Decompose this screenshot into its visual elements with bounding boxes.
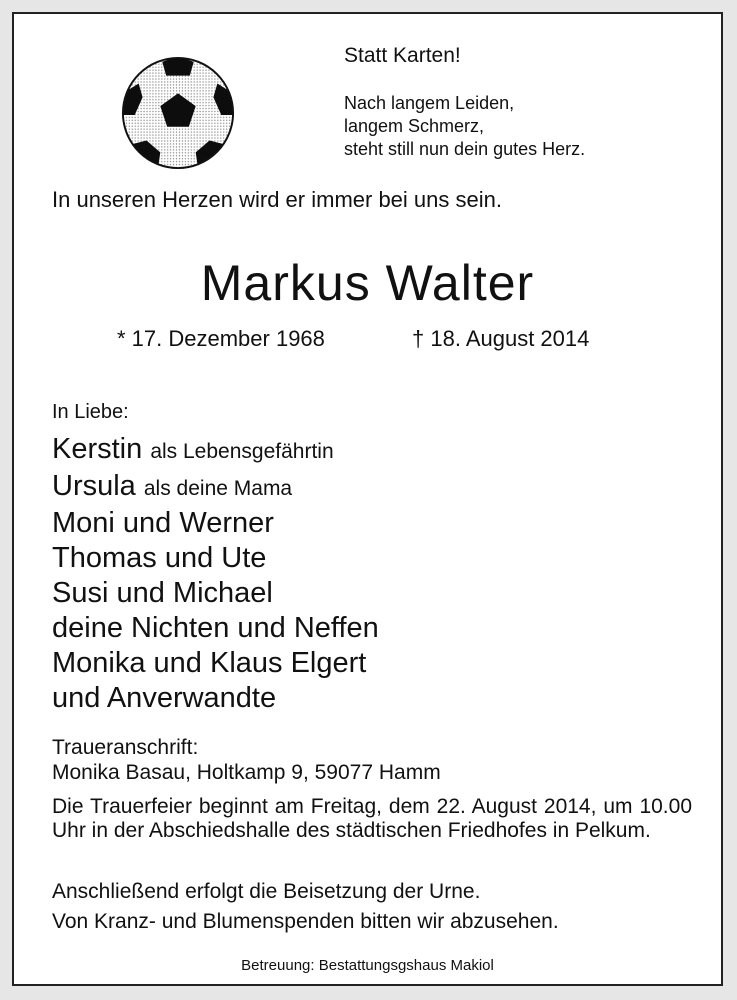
verse-line: langem Schmerz, — [344, 116, 485, 136]
mourner-item — [52, 576, 379, 611]
mourners-intro: In Liebe: — [52, 401, 129, 423]
mourner-item — [52, 681, 379, 716]
soccer-ball-icon — [119, 54, 237, 172]
mourner-item — [52, 541, 379, 576]
ceremony-text: Die Trauerfeier beginnt am Freitag, dem 22. August 2014, um 10.00 Uhr in der Abschiedshalle des städtischen Friedhofes in Pelkum. — [52, 795, 692, 842]
verse-line: steht still nun dein gutes Herz. — [344, 139, 586, 159]
mourner-item — [52, 469, 379, 506]
mourner-role: als Lebensgefährtin — [150, 440, 334, 463]
address-label: Traueranschrift: — [52, 736, 199, 759]
mourner-name: Ursula — [52, 470, 136, 502]
mourner-item — [52, 611, 379, 646]
funeral-home-credit: Betreuung: Bestattungsgshaus Makiol — [241, 957, 494, 974]
verse — [344, 92, 585, 161]
donations-text: Von Kranz- und Blumenspenden bitten wir abzusehen. — [52, 910, 559, 933]
mourner-name: Kerstin — [52, 433, 143, 465]
verse-line: Nach langem Leiden, — [344, 93, 515, 113]
mourners-list — [52, 432, 379, 716]
mourner-role: als deine Mama — [143, 477, 293, 500]
obituary-card — [12, 12, 723, 986]
mourner-name: Susi und Michael — [52, 577, 273, 609]
mourner-name: Moni und Werner — [52, 507, 274, 539]
death-date: † 18. August 2014 — [412, 326, 590, 351]
birth-date: * 17. Dezember 1968 — [117, 326, 325, 351]
deceased-name: Markus Walter — [200, 255, 535, 311]
address: Monika Basau, Holtkamp 9, 59077 Hamm — [52, 761, 441, 784]
statt-karten-heading: Statt Karten! — [344, 44, 461, 67]
mourner-item — [52, 506, 379, 541]
mourner-item — [52, 432, 379, 469]
urn-burial-text: Anschließend erfolgt die Beisetzung der Urne. — [52, 880, 481, 903]
mourner-name: deine Nichten und Neffen — [52, 612, 379, 644]
mourner-name: und Anverwandte — [52, 682, 277, 714]
quote-line: In unseren Herzen wird er immer bei uns sein. — [52, 187, 502, 212]
mourner-item — [52, 646, 379, 681]
mourner-name: Monika und Klaus Elgert — [52, 647, 367, 679]
mourner-name: Thomas und Ute — [52, 542, 267, 574]
